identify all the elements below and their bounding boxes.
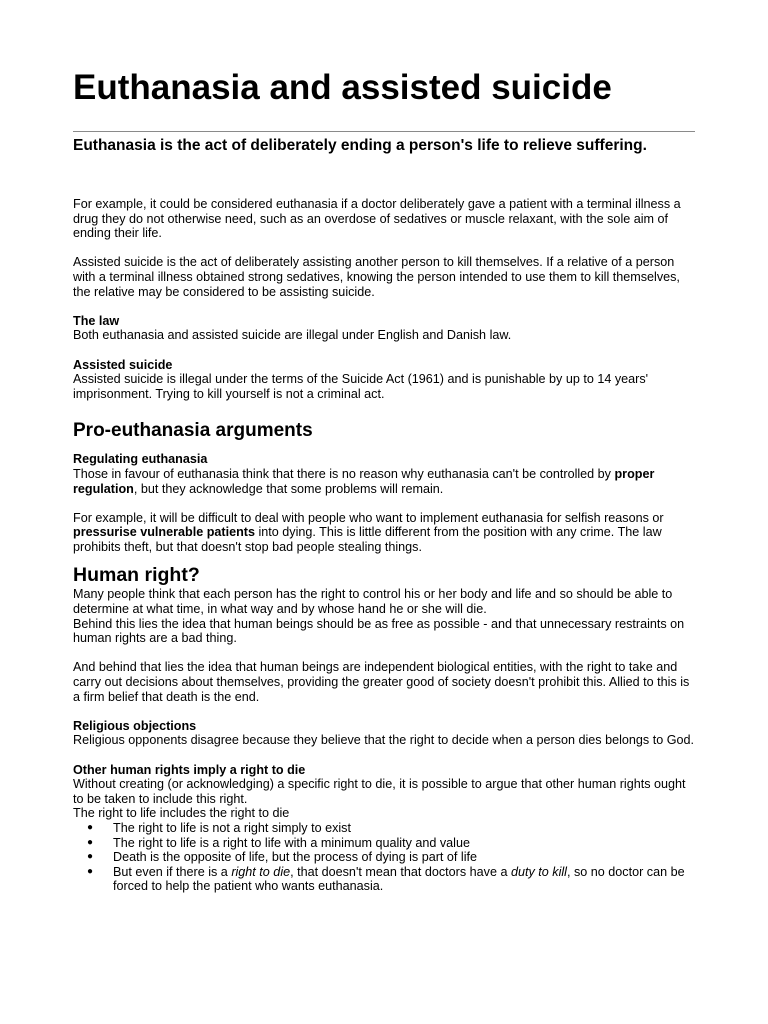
page-title: Euthanasia and assisted suicide bbox=[73, 68, 612, 107]
title-divider bbox=[73, 131, 695, 132]
list-item-text: The right to life is a right to life with a minimum quality and value bbox=[113, 835, 470, 850]
duty-to-kill-emphasis: duty to kill bbox=[510, 864, 567, 879]
last-item-middle: , that doesn't mean that doctors have a bbox=[290, 864, 511, 879]
right-to-life-list bbox=[73, 821, 695, 894]
list-item bbox=[87, 835, 695, 851]
human-right-line-3: And behind that lies the idea that human beings are independent biological entities, with the right to take and carry out decisions about themselves, providing the greater good of society doesn't prohibit this. Allied to this is a firm belief that death is the end. bbox=[73, 660, 690, 704]
last-item-end: , so no doctor can be forced to help the patient who wants euthanasia. bbox=[113, 864, 685, 894]
law-text: Both euthanasia and assisted suicide are illegal under English and Danish law. bbox=[73, 328, 512, 343]
right-to-die-emphasis: right to die bbox=[231, 864, 291, 879]
religious-objections-heading: Religious objections bbox=[73, 718, 197, 733]
religious-objections-text: Religious opponents disagree because they believe that the right to decide when a person dies belongs to God. bbox=[73, 733, 695, 748]
bullet-icon: ● bbox=[87, 851, 94, 863]
list-item bbox=[87, 864, 695, 894]
lead-paragraph: Euthanasia is the act of deliberately ending a person's life to relieve suffering. bbox=[73, 137, 647, 154]
assisted-suicide-text: Assisted suicide is illegal under the terms of the Suicide Act (1961) and is punishable by up to 14 years' imprisonment. Trying to kill yourself is not a criminal act. bbox=[73, 372, 649, 401]
list-item-text: Death is the opposite of life, but the process of dying is part of life bbox=[113, 850, 478, 865]
bullet-icon: ● bbox=[87, 865, 94, 877]
list-item-text: The right to life is not a right simply to exist bbox=[113, 820, 351, 835]
last-item-start: But even if there is a bbox=[113, 864, 232, 879]
regulating-text-end: , but they acknowledge that some problems will remain. bbox=[133, 481, 444, 496]
document-body bbox=[73, 197, 695, 894]
example-text-start: For example, it will be difficult to deal with people who want to implement euthanasia for selfish reasons or bbox=[73, 510, 664, 525]
human-right-line-2: Behind this lies the idea that human beings should be as free as possible - and that unnecessary restraints on human rights are a bad thing. bbox=[73, 616, 685, 646]
other-rights-heading: Other human rights imply a right to die bbox=[73, 762, 306, 777]
right-to-life-line: The right to life includes the right to die bbox=[73, 806, 290, 821]
intro-paragraph-2: Assisted suicide is the act of deliberately assisting another person to kill themselves. If a relative of a person with a terminal illness obtained strong sedatives, knowing the person intended to use them to kill themselves, the relative may be considered to be assisting suicide. bbox=[73, 255, 680, 299]
human-right-line-1: Many people think that each person has the right to control his or her body and life and so should be able to determine at what time, in what way and by whose hand he or she will die. bbox=[73, 587, 673, 617]
other-rights-text: Without creating (or acknowledging) a specific right to die, it is possible to argue that other human rights ought to be taken to include this right. bbox=[73, 777, 686, 806]
bullet-icon: ● bbox=[87, 821, 94, 833]
pro-euthanasia-heading: Pro-euthanasia arguments bbox=[73, 420, 313, 442]
intro-paragraph-1: For example, it could be considered euthanasia if a doctor deliberately gave a patient with a terminal illness a drug they do not otherwise need, such as an overdose of sedatives or muscle relaxant, with the sole aim of ending their life. bbox=[73, 197, 681, 241]
pressurise-emphasis: pressurise vulnerable patients bbox=[73, 525, 255, 540]
example-text-end: into dying. This is little different from the position with any crime. The law prohibits theft, but that doesn't stop bad people stealing things. bbox=[73, 525, 662, 554]
proper-regulation-emphasis: proper regulation bbox=[73, 466, 655, 496]
assisted-suicide-heading: Assisted suicide bbox=[73, 357, 173, 372]
list-item bbox=[87, 850, 695, 865]
law-heading: The law bbox=[73, 313, 120, 328]
bullet-icon: ● bbox=[87, 836, 94, 848]
regulating-text-start: Those in favour of euthanasia think that there is no reason why euthanasia can't be controlled by bbox=[73, 466, 615, 481]
regulating-text bbox=[73, 467, 695, 496]
list-item bbox=[87, 820, 695, 836]
regulating-heading: Regulating euthanasia bbox=[73, 452, 208, 467]
human-right-heading: Human right? bbox=[73, 564, 200, 587]
example-paragraph bbox=[73, 511, 695, 555]
